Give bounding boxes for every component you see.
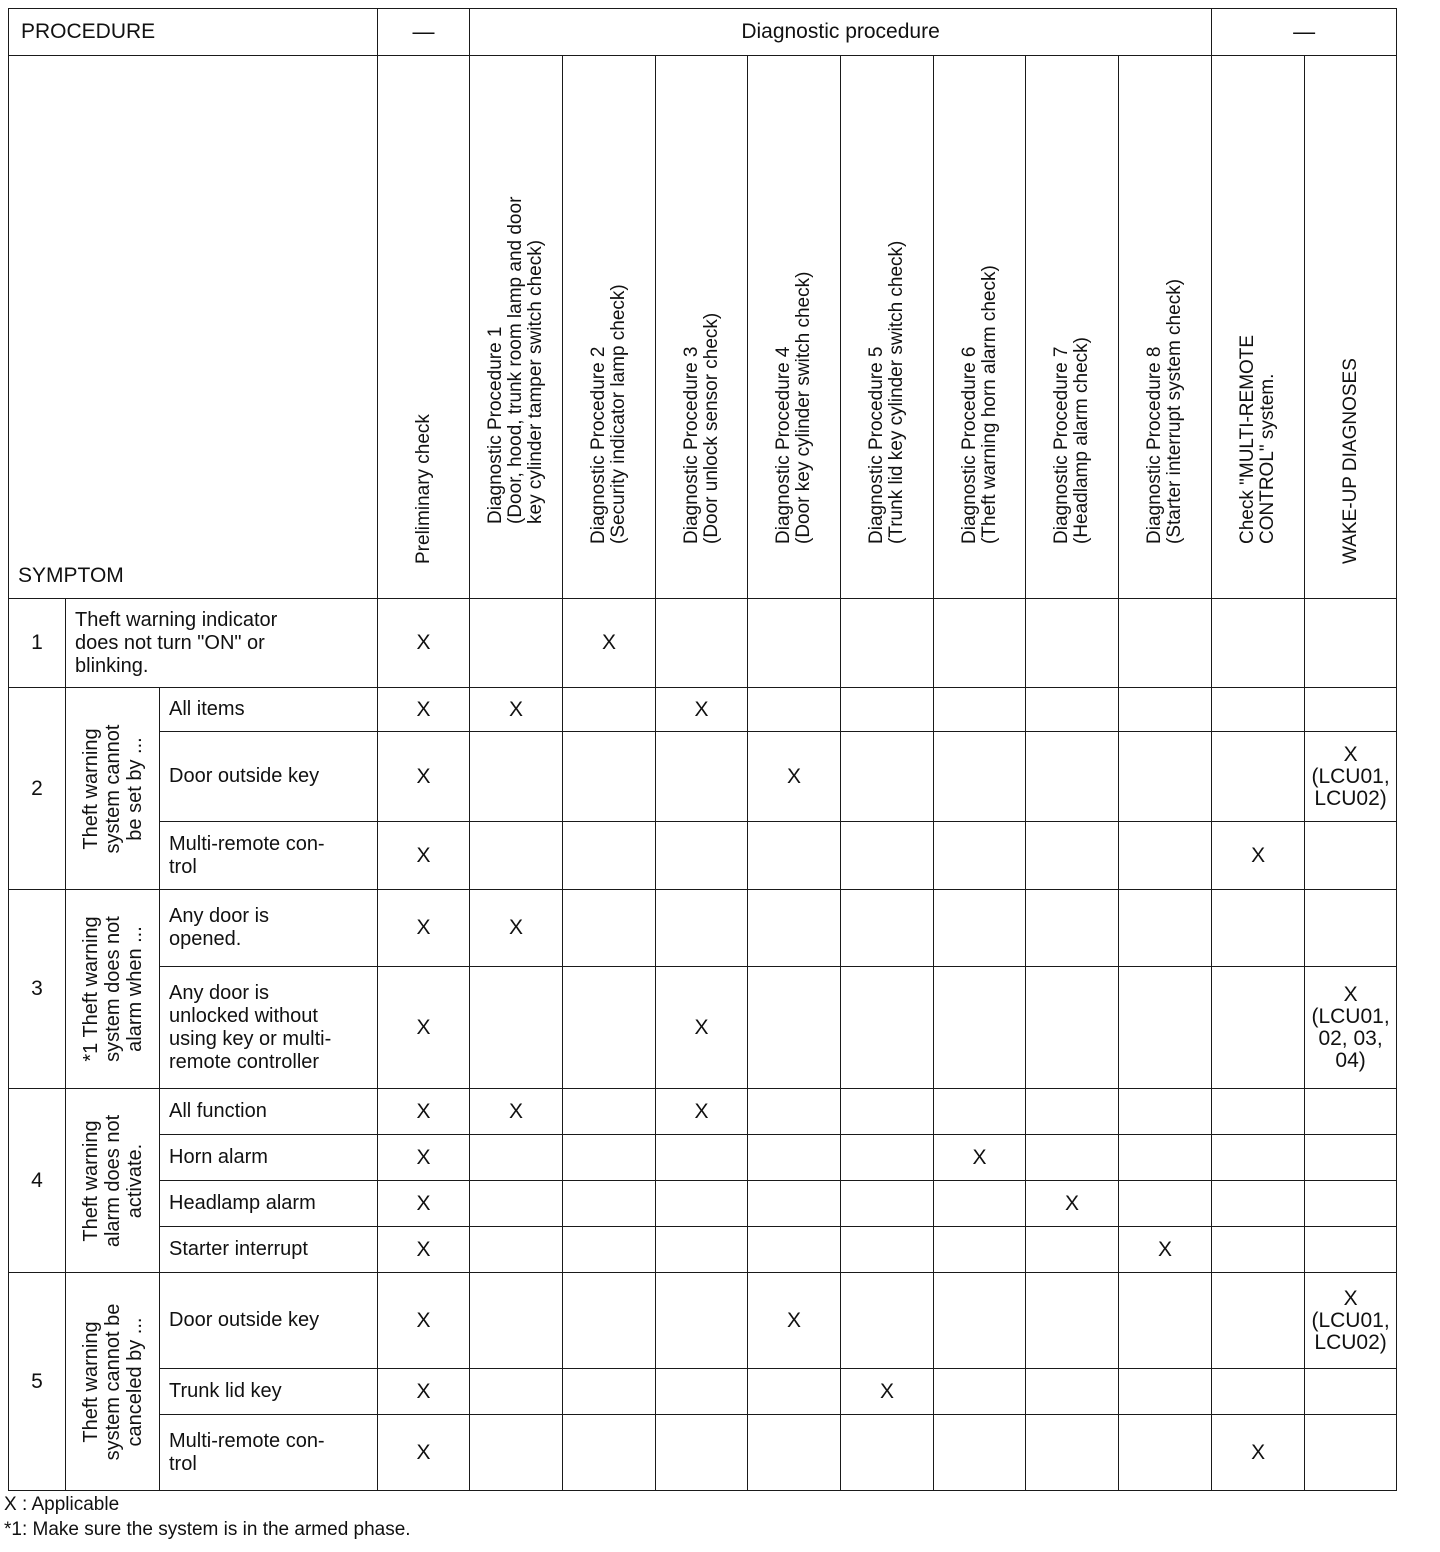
mark-cell	[841, 1135, 934, 1181]
mark-cell	[656, 822, 748, 890]
mark-cell	[1119, 1135, 1212, 1181]
mark-cell: X	[1212, 822, 1305, 890]
mark-cell	[470, 1135, 563, 1181]
mark-cell	[1026, 1415, 1119, 1491]
mark-cell	[934, 1369, 1026, 1415]
mark-cell: X	[934, 1135, 1026, 1181]
symptom-group-text: Theft warning system cannot be canceled by ...	[79, 1303, 146, 1460]
mark-cell	[841, 822, 934, 890]
mark-cell: X	[378, 1273, 470, 1369]
mark-cell	[563, 1181, 656, 1227]
mark-cell	[1119, 1273, 1212, 1369]
mark-cell: X	[656, 967, 748, 1089]
mark-cell: X	[378, 688, 470, 732]
mark-cell	[470, 1273, 563, 1369]
mark-cell	[1119, 1089, 1212, 1135]
mark-cell	[1212, 1181, 1305, 1227]
column-header-3	[563, 56, 656, 599]
header-row	[9, 9, 1440, 56]
table-row	[9, 732, 1440, 822]
mark-cell: X	[378, 1135, 470, 1181]
mark-cell	[1026, 822, 1119, 890]
mark-cell	[748, 1089, 841, 1135]
mark-cell	[563, 1369, 656, 1415]
column-header-text: Check "MULTI-REMOTE CONTROL" system.	[1237, 334, 1279, 544]
mark-cell	[1212, 890, 1305, 967]
mark-cell	[748, 890, 841, 967]
mark-cell	[841, 1089, 934, 1135]
mark-cell	[748, 1369, 841, 1415]
sub-symptom: Door outside key	[160, 1273, 378, 1369]
mark-cell: X	[378, 1369, 470, 1415]
mark-cell	[748, 1181, 841, 1227]
mark-cell	[563, 1273, 656, 1369]
mark-cell	[470, 1227, 563, 1273]
symptom-group-label	[66, 1089, 160, 1273]
procedure-label: PROCEDURE	[9, 9, 378, 56]
mark-cell: X	[470, 688, 563, 732]
mark-cell: X	[1026, 1181, 1119, 1227]
mark-cell	[1119, 688, 1212, 732]
mark-cell	[1305, 1415, 1397, 1491]
sub-symptom: All function	[160, 1089, 378, 1135]
symptom-group-text: *1 Theft warning system does not alarm when ...	[79, 916, 146, 1062]
mark-cell: X (LCU01, 02, 03, 04)	[1305, 967, 1397, 1089]
table-row	[9, 1369, 1440, 1415]
mark-cell	[934, 1089, 1026, 1135]
mark-cell	[934, 1227, 1026, 1273]
mark-cell: X	[748, 732, 841, 822]
mark-cell: X	[378, 1181, 470, 1227]
mark-cell	[563, 967, 656, 1089]
mark-cell	[656, 1135, 748, 1181]
column-header-10	[1212, 56, 1305, 599]
mark-cell: X	[378, 967, 470, 1089]
column-header-6	[841, 56, 934, 599]
column-header-7	[934, 56, 1026, 599]
mark-cell	[1305, 688, 1397, 732]
table-row	[9, 1227, 1440, 1273]
mark-cell	[934, 822, 1026, 890]
mark-cell	[1119, 822, 1212, 890]
table-row	[9, 890, 1440, 967]
symptom-number: 4	[9, 1089, 66, 1273]
mark-cell	[1026, 599, 1119, 688]
mark-cell	[470, 599, 563, 688]
symptom-procedure-table	[8, 8, 1440, 1491]
table-row	[9, 1415, 1440, 1491]
mark-cell	[1212, 688, 1305, 732]
mark-cell	[656, 1181, 748, 1227]
symptom-group-label	[66, 890, 160, 1089]
sub-symptom: Trunk lid key	[160, 1369, 378, 1415]
mark-cell	[656, 1369, 748, 1415]
mark-cell	[1305, 1181, 1397, 1227]
mark-cell	[1119, 890, 1212, 967]
symptom-label: SYMPTOM	[9, 56, 378, 599]
sub-symptom: Any door is opened.	[160, 890, 378, 967]
column-header-9	[1119, 56, 1212, 599]
mark-cell: X (LCU01, LCU02)	[1305, 732, 1397, 822]
mark-cell	[841, 890, 934, 967]
mark-cell: X	[378, 732, 470, 822]
column-header-text: WAKE-UP DIAGNOSES	[1339, 358, 1361, 564]
mark-cell: X	[1212, 1415, 1305, 1491]
mark-cell	[1212, 1089, 1305, 1135]
mark-cell	[470, 822, 563, 890]
mark-cell	[1119, 1369, 1212, 1415]
mark-cell	[934, 1181, 1026, 1227]
mark-cell	[1305, 1227, 1397, 1273]
mark-cell	[563, 688, 656, 732]
mark-cell	[656, 1273, 748, 1369]
mark-cell: X	[378, 822, 470, 890]
table-row	[9, 822, 1440, 890]
mark-cell	[841, 1227, 934, 1273]
mark-cell	[1119, 1181, 1212, 1227]
dash-right: —	[1212, 9, 1397, 56]
mark-cell	[748, 967, 841, 1089]
column-header-text: Diagnostic Procedure 5 (Trunk lid key cylinder switch check)	[866, 240, 907, 544]
mark-cell	[656, 1227, 748, 1273]
mark-cell	[1026, 1273, 1119, 1369]
sub-symptom: Door outside key	[160, 732, 378, 822]
mark-cell	[748, 599, 841, 688]
mark-cell	[1026, 1227, 1119, 1273]
mark-cell	[563, 822, 656, 890]
mark-cell: X	[378, 890, 470, 967]
mark-cell	[1026, 967, 1119, 1089]
mark-cell	[470, 732, 563, 822]
column-header-text: Diagnostic Procedure 1 (Door, hood, trunk room lamp and door key cylinder tamper switch check)	[485, 196, 546, 524]
mark-cell	[841, 1415, 934, 1491]
column-header-text: Diagnostic Procedure 7 (Headlamp alarm check)	[1051, 337, 1092, 544]
mark-cell	[1026, 1089, 1119, 1135]
sub-symptom: All items	[160, 688, 378, 732]
symptom-number: 1	[9, 599, 66, 688]
mark-cell	[1026, 688, 1119, 732]
mark-cell	[1212, 1369, 1305, 1415]
mark-cell: X	[378, 1415, 470, 1491]
mark-cell	[748, 822, 841, 890]
mark-cell	[748, 1227, 841, 1273]
mark-cell: X	[841, 1369, 934, 1415]
mark-cell	[470, 1181, 563, 1227]
mark-cell	[563, 1415, 656, 1491]
mark-cell	[470, 1369, 563, 1415]
mark-cell	[934, 967, 1026, 1089]
table-row	[9, 1181, 1440, 1227]
mark-cell	[1212, 1273, 1305, 1369]
mark-cell	[1119, 732, 1212, 822]
mark-cell	[934, 688, 1026, 732]
mark-cell	[656, 890, 748, 967]
mark-cell	[1212, 1135, 1305, 1181]
mark-cell: X	[378, 1227, 470, 1273]
symptom-label: Theft warning indicator does not turn "ON" or blinking.	[66, 599, 378, 688]
sub-symptom: Horn alarm	[160, 1135, 378, 1181]
table-row	[9, 1089, 1440, 1135]
sub-symptom: Multi-remote con- trol	[160, 1415, 378, 1491]
mark-cell	[1119, 967, 1212, 1089]
mark-cell	[841, 1273, 934, 1369]
mark-cell	[1305, 599, 1397, 688]
mark-cell	[1212, 1227, 1305, 1273]
mark-cell	[934, 599, 1026, 688]
mark-cell: X	[656, 688, 748, 732]
symptom-group-text: Theft warning system cannot be set by ...	[79, 724, 146, 853]
symptom-number: 3	[9, 890, 66, 1089]
mark-cell: X	[470, 1089, 563, 1135]
table-row	[9, 599, 1440, 688]
sub-symptom: Any door is unlocked without using key or multi- remote controller	[160, 967, 378, 1089]
mark-cell	[841, 967, 934, 1089]
armed-phase-footnote: *1: Make sure the system is in the armed phase.	[4, 1519, 411, 1540]
legend-footnote: X : Applicable	[4, 1494, 120, 1515]
column-header-text: Diagnostic Procedure 6 (Theft warning horn alarm check)	[958, 265, 1000, 544]
column-header-8	[1026, 56, 1119, 599]
column-header-text: Diagnostic Procedure 4 (Door key cylinder switch check)	[773, 271, 814, 544]
mark-cell	[563, 890, 656, 967]
dash-left: —	[378, 9, 470, 56]
sub-symptom: Multi-remote con- trol	[160, 822, 378, 890]
table-row	[9, 1273, 1440, 1369]
mark-cell: X	[656, 1089, 748, 1135]
mark-cell	[1026, 1369, 1119, 1415]
mark-cell	[656, 599, 748, 688]
mark-cell: X	[1119, 1227, 1212, 1273]
mark-cell	[1305, 890, 1397, 967]
column-header-1	[378, 56, 470, 599]
mark-cell	[934, 1273, 1026, 1369]
mark-cell	[563, 1227, 656, 1273]
table-row	[9, 967, 1440, 1089]
mark-cell: X	[378, 1089, 470, 1135]
mark-cell	[841, 599, 934, 688]
mark-cell: X (LCU01, LCU02)	[1305, 1273, 1397, 1369]
mark-cell	[1212, 599, 1305, 688]
mark-cell	[1026, 1135, 1119, 1181]
mark-cell	[563, 732, 656, 822]
mark-cell	[1212, 732, 1305, 822]
diagnostic-procedure-header: Diagnostic procedure	[470, 9, 1212, 56]
mark-cell	[841, 1181, 934, 1227]
mark-cell	[1305, 1369, 1397, 1415]
mark-cell	[1119, 1415, 1212, 1491]
sub-symptom: Headlamp alarm	[160, 1181, 378, 1227]
symptom-number: 2	[9, 688, 66, 890]
mark-cell	[656, 732, 748, 822]
column-header-11	[1305, 56, 1397, 599]
mark-cell: X	[378, 599, 470, 688]
mark-cell	[470, 1415, 563, 1491]
mark-cell	[748, 1415, 841, 1491]
mark-cell	[1119, 599, 1212, 688]
symptom-group-label	[66, 1273, 160, 1491]
mark-cell	[656, 1415, 748, 1491]
column-header-text: Preliminary check	[412, 414, 434, 564]
mark-cell	[841, 732, 934, 822]
mark-cell: X	[563, 599, 656, 688]
mark-cell	[748, 1135, 841, 1181]
mark-cell: X	[748, 1273, 841, 1369]
sub-symptom: Starter interrupt	[160, 1227, 378, 1273]
table-row	[9, 1135, 1440, 1181]
mark-cell	[934, 732, 1026, 822]
symptom-group-label	[66, 688, 160, 890]
column-header-text: Diagnostic Procedure 3 (Door unlock sensor check)	[680, 312, 722, 544]
column-header-text: Diagnostic Procedure 2 (Security indicator lamp check)	[588, 284, 629, 544]
mark-cell	[1305, 1135, 1397, 1181]
mark-cell	[1026, 890, 1119, 967]
symptom-number: 5	[9, 1273, 66, 1491]
column-header-5	[748, 56, 841, 599]
table-row	[9, 688, 1440, 732]
mark-cell	[934, 1415, 1026, 1491]
mark-cell	[1212, 967, 1305, 1089]
mark-cell	[1026, 732, 1119, 822]
mark-cell	[1305, 1089, 1397, 1135]
mark-cell	[1305, 822, 1397, 890]
column-header-2	[470, 56, 563, 599]
mark-cell	[563, 1089, 656, 1135]
mark-cell	[841, 688, 934, 732]
column-header-4	[656, 56, 748, 599]
mark-cell	[934, 890, 1026, 967]
symptom-group-text: Theft warning alarm does not activate.	[79, 1114, 146, 1247]
mark-cell	[563, 1135, 656, 1181]
mark-cell	[748, 688, 841, 732]
mark-cell: X	[470, 890, 563, 967]
column-header-text: Diagnostic Procedure 8 (Starter interrupt system check)	[1144, 278, 1186, 544]
column-header-row	[9, 56, 1440, 599]
mark-cell	[470, 967, 563, 1089]
